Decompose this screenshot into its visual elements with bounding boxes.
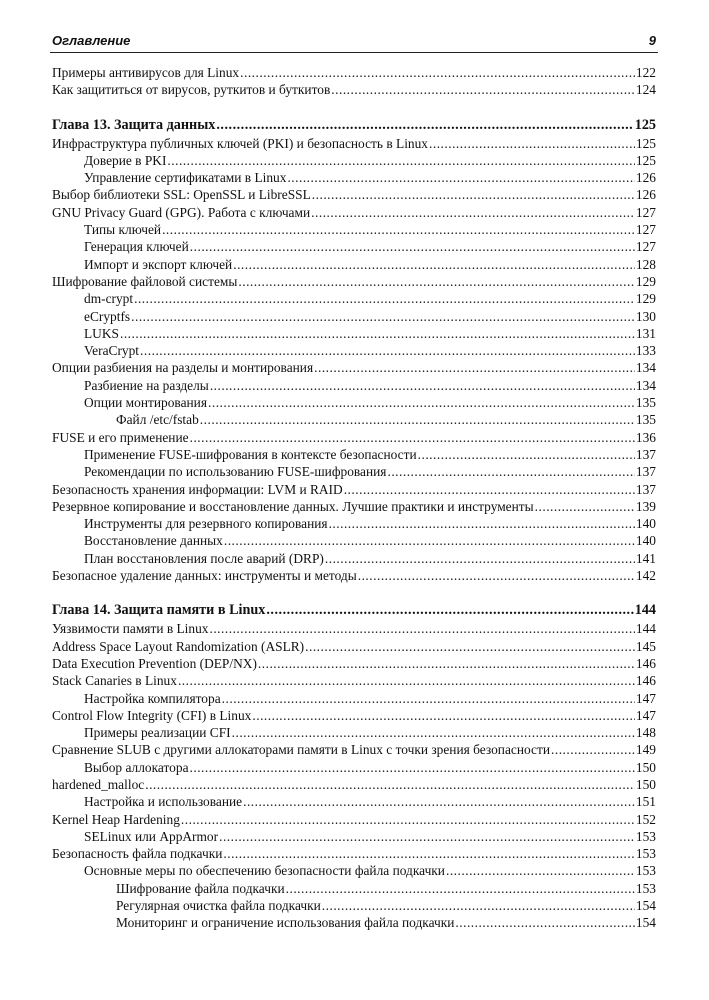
toc-entry-title: Выбор библиотеки SSL: OpenSSL и LibreSSL xyxy=(52,187,311,203)
toc-entry-page: 127 xyxy=(635,204,656,220)
toc-entry-title: Kernel Heap Hardening xyxy=(52,811,180,827)
toc-entry xyxy=(52,359,656,376)
toc-entry-title: Мониторинг и ограничение использования файла подкачки xyxy=(116,915,455,931)
toc-entry-page: 147 xyxy=(635,690,656,706)
toc-entry xyxy=(52,135,656,152)
toc-entry-page: 129 xyxy=(635,291,656,307)
toc-entry-page: 146 xyxy=(635,673,656,689)
toc-entry-page: 128 xyxy=(635,256,656,272)
toc-entry xyxy=(52,429,656,446)
toc-entry-title: Выбор аллокатора xyxy=(84,759,189,775)
dot-leader xyxy=(305,638,635,655)
dot-leader xyxy=(344,481,635,498)
toc-entry-page: 150 xyxy=(635,759,656,775)
toc-entry xyxy=(52,724,656,741)
toc-entry-title: Сравнение SLUB с другими аллокаторами памяти в Linux с точки зрения безопасности xyxy=(52,742,550,758)
dot-leader xyxy=(140,342,635,359)
toc-entry-title: Генерация ключей xyxy=(84,239,189,255)
toc-entry xyxy=(52,515,656,532)
toc-entry-title: Глава 13. Защита данных xyxy=(52,116,216,133)
dot-leader xyxy=(287,169,634,186)
toc-entry-page: 150 xyxy=(635,776,656,792)
dot-leader xyxy=(167,152,634,169)
toc-entry-title: План восстановления после аварий (DRP) xyxy=(84,550,324,566)
toc-entry xyxy=(52,690,656,707)
toc-entry-page: 134 xyxy=(635,377,656,393)
toc-entry-title: hardened_malloc xyxy=(52,776,145,792)
toc-entry-page: 152 xyxy=(635,811,656,827)
toc-entry-page: 125 xyxy=(635,135,656,151)
dot-leader xyxy=(238,273,635,290)
toc-entry-title: Опции монтирования xyxy=(84,395,208,411)
toc-entry-page: 149 xyxy=(635,742,656,758)
dot-leader xyxy=(210,377,635,394)
dot-leader xyxy=(233,256,635,273)
toc-entry-page: 151 xyxy=(635,794,656,810)
toc-entry-title: Импорт и экспорт ключей xyxy=(84,256,233,272)
toc-entry xyxy=(52,186,656,203)
toc-entry-page: 130 xyxy=(635,308,656,324)
dot-leader xyxy=(331,81,635,98)
page-number: 9 xyxy=(648,33,656,48)
toc-entry xyxy=(52,394,656,411)
toc-entry-title: VeraCrypt xyxy=(84,343,140,359)
toc-entry-title: FUSE и его применение xyxy=(52,429,189,445)
dot-leader xyxy=(131,308,635,325)
toc-entry xyxy=(52,550,656,567)
dot-leader xyxy=(358,567,635,584)
dot-leader xyxy=(190,429,635,446)
toc-entry-title: LUKS xyxy=(84,325,119,341)
toc-entry-page: 137 xyxy=(635,464,656,480)
dot-leader xyxy=(311,204,635,221)
dot-leader xyxy=(286,880,635,897)
toc-entry-page: 153 xyxy=(635,880,656,896)
toc-entry-page: 145 xyxy=(635,638,656,654)
toc-entry-title: Безопасность файла подкачки xyxy=(52,846,223,862)
toc-entry-page: 144 xyxy=(635,621,656,637)
toc-entry-page: 135 xyxy=(635,395,656,411)
toc-entry xyxy=(52,811,656,828)
toc-entry xyxy=(52,204,656,221)
toc-entry-page: 137 xyxy=(635,446,656,462)
toc-entry-title: Уязвимости памяти в Linux xyxy=(52,621,209,637)
dot-leader xyxy=(190,238,635,255)
toc-entry-page: 136 xyxy=(635,429,656,445)
toc-entry xyxy=(52,238,656,255)
toc-entry-page: 126 xyxy=(635,170,656,186)
toc-entry-title: Основные меры по обеспечению безопасности файла подкачки xyxy=(84,863,445,879)
toc-entry-title: Безопасное удаление данных: инструменты и методы xyxy=(52,568,357,584)
toc-entry xyxy=(52,741,656,758)
toc-entry xyxy=(52,377,656,394)
toc-entry-title: Data Execution Prevention (DEP/NX) xyxy=(52,655,257,671)
dot-leader xyxy=(162,221,635,238)
toc-entry-title: Управление сертификатами в Linux xyxy=(84,170,287,186)
toc-entry-page: 144 xyxy=(634,602,656,619)
toc-entry-title: GNU Privacy Guard (GPG). Работа с ключами xyxy=(52,204,311,220)
toc-entry-title: Глава 14. Защита памяти в Linux xyxy=(52,602,266,619)
toc-entry-page: 154 xyxy=(635,898,656,914)
toc-entry xyxy=(52,325,656,342)
toc-entry-title: Опции разбиения на разделы и монтирования xyxy=(52,360,314,376)
toc-entry xyxy=(52,880,656,897)
toc-entry-title: Файл /etc/fstab xyxy=(116,412,199,428)
dot-leader xyxy=(134,290,635,307)
toc-entry xyxy=(52,498,656,515)
dot-leader xyxy=(551,741,635,758)
toc-entry-page: 140 xyxy=(635,533,656,549)
toc-entry-title: Восстановление данных xyxy=(84,533,223,549)
dot-leader xyxy=(312,186,635,203)
dot-leader xyxy=(418,446,635,463)
toc-entry-title: Разбиение на разделы xyxy=(84,377,209,393)
toc-entry-title: Control Flow Integrity (CFI) в Linux xyxy=(52,707,252,723)
toc-entry-title: Шифрование файла подкачки xyxy=(116,880,285,896)
toc-entry xyxy=(52,463,656,480)
dot-leader xyxy=(322,897,635,914)
toc-entry xyxy=(52,64,656,81)
toc-entry-title: eCryptfs xyxy=(84,308,131,324)
toc-entry-title: Address Space Layout Randomization (ASLR) xyxy=(52,638,305,654)
toc-entry xyxy=(52,862,656,879)
toc-chapter-heading xyxy=(52,600,656,620)
toc-entry xyxy=(52,411,656,428)
toc-entry-page: 148 xyxy=(635,725,656,741)
toc-entry-title: Доверие в PKI xyxy=(84,152,167,168)
toc-entry xyxy=(52,532,656,549)
dot-leader xyxy=(535,498,635,515)
toc-entry-page: 122 xyxy=(635,65,656,80)
dot-leader xyxy=(145,776,635,793)
toc-entry-title: Stack Canaries в Linux xyxy=(52,673,177,689)
toc-entry xyxy=(52,169,656,186)
toc-entry xyxy=(52,152,656,169)
toc-entry xyxy=(52,845,656,862)
toc-entry-page: 153 xyxy=(635,846,656,862)
toc-entry xyxy=(52,481,656,498)
toc-entry xyxy=(52,620,656,637)
toc-entry-page: 124 xyxy=(635,82,656,98)
toc-entry xyxy=(52,290,656,307)
page-header xyxy=(50,32,658,53)
chapter-spacer xyxy=(52,584,656,600)
dot-leader xyxy=(223,845,635,862)
toc-entry-page: 125 xyxy=(634,116,656,133)
toc-entry-page: 137 xyxy=(635,481,656,497)
dot-leader xyxy=(455,914,635,931)
toc-entry xyxy=(52,342,656,359)
toc-entry xyxy=(52,567,656,584)
toc-entry-page: 139 xyxy=(635,498,656,514)
dot-leader xyxy=(200,411,635,428)
toc-entry-title: Инфраструктура публичных ключей (PKI) и безопасность в Linux xyxy=(52,135,428,151)
dot-leader xyxy=(222,690,635,707)
toc-entry-title: Настройка компилятора xyxy=(84,690,221,706)
dot-leader xyxy=(224,532,635,549)
dot-leader xyxy=(178,672,635,689)
toc-entry-title: Шифрование файловой системы xyxy=(52,273,238,289)
toc-entry-page: 134 xyxy=(635,360,656,376)
toc-entry-title: Примеры реализации CFI xyxy=(84,725,231,741)
toc-entry-page: 135 xyxy=(635,412,656,428)
toc-entry xyxy=(52,707,656,724)
toc-entry xyxy=(52,828,656,845)
dot-leader xyxy=(181,811,635,828)
dot-leader xyxy=(240,64,635,81)
dot-leader xyxy=(208,394,635,411)
toc-entry-title: Настройка и использование xyxy=(84,794,243,810)
dot-leader xyxy=(120,325,635,342)
toc-entry xyxy=(52,776,656,793)
dot-leader xyxy=(329,515,635,532)
toc-entry xyxy=(52,672,656,689)
toc-entry xyxy=(52,759,656,776)
toc-entry-page: 127 xyxy=(635,239,656,255)
dot-leader xyxy=(243,793,635,810)
dot-leader xyxy=(216,115,633,135)
toc-entry-title: Примеры антивирусов для Linux xyxy=(52,65,240,80)
toc-entry xyxy=(52,81,656,98)
toc-entry-page: 127 xyxy=(635,222,656,238)
toc-entry xyxy=(52,446,656,463)
toc-entry-title: dm-crypt xyxy=(84,291,134,307)
toc-entry-page: 141 xyxy=(635,550,656,566)
toc-entry xyxy=(52,638,656,655)
toc-entry xyxy=(52,308,656,325)
toc-entry xyxy=(52,655,656,672)
dot-leader xyxy=(219,828,635,845)
toc-entry-page: 147 xyxy=(635,707,656,723)
toc-entry xyxy=(52,793,656,810)
chapter-spacer xyxy=(52,99,656,115)
toc-entry-title: Рекомендации по использованию FUSE-шифрования xyxy=(84,464,387,480)
toc-entry xyxy=(52,897,656,914)
dot-leader xyxy=(314,359,635,376)
toc-entry xyxy=(52,256,656,273)
toc-entry-title: Безопасность хранения информации: LVM и RAID xyxy=(52,481,343,497)
toc-entry-page: 131 xyxy=(635,325,656,341)
toc-entry-title: Типы ключей xyxy=(84,222,162,238)
toc-entry-page: 142 xyxy=(635,568,656,584)
dot-leader xyxy=(429,135,635,152)
toc-entry-title: Регулярная очистка файла подкачки xyxy=(116,898,321,914)
toc-entry-page: 133 xyxy=(635,343,656,359)
toc-entry xyxy=(52,221,656,238)
running-header-title: Оглавление xyxy=(52,33,131,48)
toc-entry xyxy=(52,914,656,931)
dot-leader xyxy=(446,862,635,879)
toc-entry xyxy=(52,273,656,290)
dot-leader xyxy=(258,655,635,672)
toc-chapter-heading xyxy=(52,115,656,135)
dot-leader xyxy=(387,463,634,480)
dot-leader xyxy=(252,707,635,724)
table-of-contents xyxy=(52,64,656,932)
toc-entry-title: Инструменты для резервного копирования xyxy=(84,516,328,532)
dot-leader xyxy=(325,550,635,567)
dot-leader xyxy=(209,620,634,637)
toc-entry-title: SELinux или AppArmor xyxy=(84,828,219,844)
dot-leader xyxy=(232,724,635,741)
toc-entry-title: Как защититься от вирусов, руткитов и буткитов xyxy=(52,82,331,98)
dot-leader xyxy=(266,600,633,620)
toc-entry-page: 126 xyxy=(635,187,656,203)
toc-entry-title: Применение FUSE-шифрования в контексте безопасности xyxy=(84,446,417,462)
toc-entry-page: 153 xyxy=(635,828,656,844)
toc-entry-page: 140 xyxy=(635,516,656,532)
toc-entry-page: 154 xyxy=(635,915,656,931)
toc-entry-page: 153 xyxy=(635,863,656,879)
toc-entry-page: 129 xyxy=(635,273,656,289)
toc-entry-page: 125 xyxy=(635,152,656,168)
toc-entry-title: Резервное копирование и восстановление данных. Лучшие практики и инструменты xyxy=(52,498,534,514)
toc-entry-page: 146 xyxy=(635,655,656,671)
dot-leader xyxy=(190,759,635,776)
